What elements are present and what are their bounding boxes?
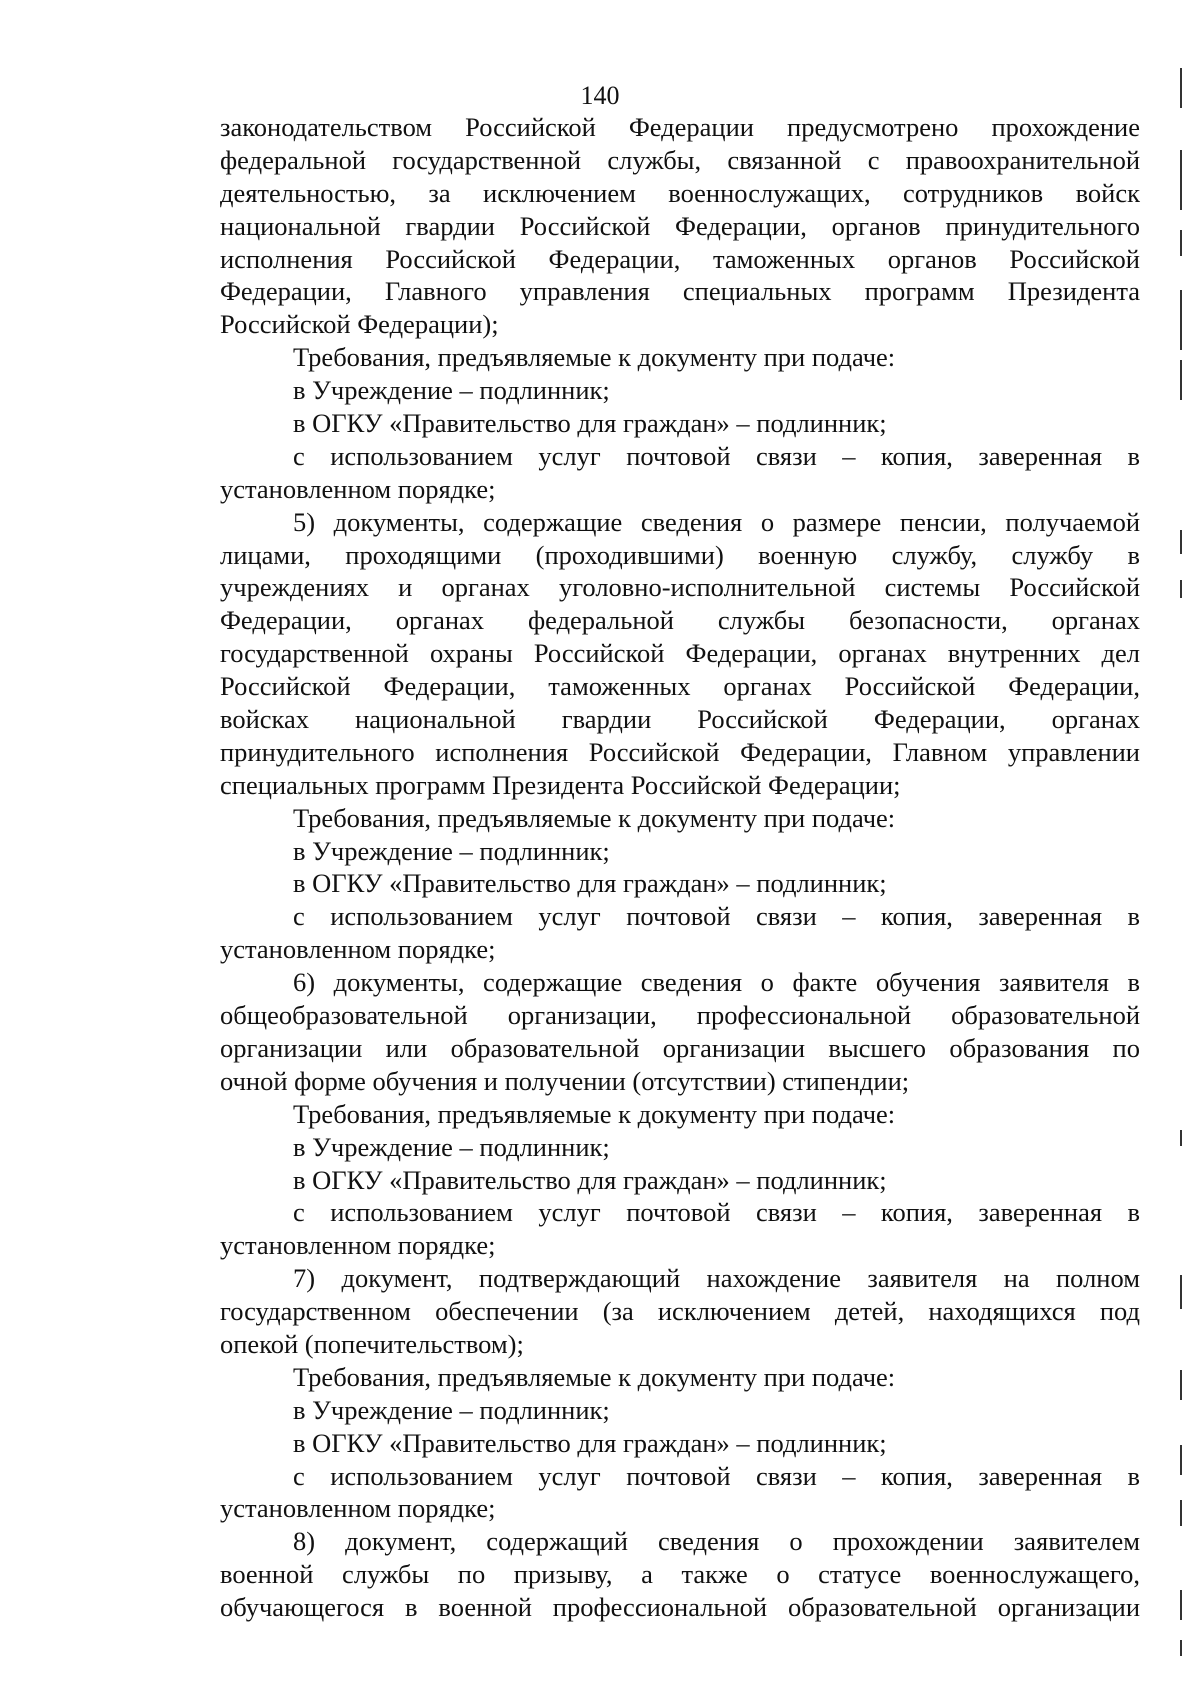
- text-line: учреждениях и органах уголовно-исполнительной системы Российской: [220, 572, 1140, 603]
- text-line: очной форме обучения и получении (отсутствии) стипендии;: [220, 1065, 910, 1096]
- text-line: с использованием услуг почтовой связи – копия, заверенная в: [293, 901, 1140, 932]
- text-line: деятельностью, за исключением военнослужащих, сотрудников войск: [220, 177, 1140, 208]
- text-line: установленном порядке;: [220, 473, 496, 504]
- page-number: 140: [580, 81, 620, 110]
- text-line: в ОГКУ «Правительство для граждан» – подлинник;: [293, 1427, 887, 1458]
- text-line: 5) документы, содержащие сведения о размере пенсии, получаемой: [293, 506, 1140, 537]
- text-line: Требования, предъявляемые к документу при подаче:: [293, 342, 896, 373]
- text-line: военной службы по призыву, а также о статусе военнослужащего,: [220, 1559, 1140, 1590]
- text-line: исполнения Российской Федерации, таможенных органов Российской: [220, 243, 1140, 274]
- text-line: Требования, предъявляемые к документу при подаче:: [293, 1098, 896, 1129]
- text-line: опекой (попечительством);: [220, 1328, 524, 1359]
- text-line: 7) документ, подтверждающий нахождение заявителя на полном: [293, 1263, 1140, 1294]
- text-line: федеральной государственной службы, связанной с правоохранительной: [220, 144, 1140, 175]
- text-line: обучающегося в военной профессиональной образовательной организации: [220, 1592, 1140, 1623]
- text-line: принудительного исполнения Российской Федерации, Главном управлении: [220, 736, 1140, 767]
- text-line: организации или образовательной организации высшего образования по: [220, 1032, 1140, 1063]
- text-line: Федерации, органах федеральной службы безопасности, органах: [220, 605, 1140, 636]
- text-line: в ОГКУ «Правительство для граждан» – подлинник;: [293, 868, 887, 899]
- text-line: законодательством Российской Федерации предусмотрено прохождение: [220, 112, 1140, 142]
- text-line: Требования, предъявляемые к документу при подаче:: [293, 802, 896, 833]
- text-line: в ОГКУ «Правительство для граждан» – подлинник;: [293, 408, 887, 439]
- text-line: установленном порядке;: [220, 1230, 496, 1261]
- text-line: государственной охраны Российской Федерации, органах внутренних дел: [220, 638, 1140, 669]
- text-line: в ОГКУ «Правительство для граждан» – подлинник;: [293, 1164, 887, 1195]
- text-line: в Учреждение – подлинник;: [293, 1394, 610, 1425]
- text-line: в Учреждение – подлинник;: [293, 1131, 610, 1162]
- text-line: государственном обеспечении (за исключением детей, находящихся под: [220, 1296, 1140, 1327]
- text-line: установленном порядке;: [220, 1493, 496, 1524]
- text-line: с использованием услуг почтовой связи – копия, заверенная в: [293, 1460, 1140, 1491]
- text-line: установленном порядке;: [220, 934, 496, 965]
- text-line: Российской Федерации, таможенных органах Российской Федерации,: [220, 671, 1140, 702]
- text-line: национальной гвардии Российской Федерации, органов принудительного: [220, 210, 1140, 241]
- text-line: общеобразовательной организации, профессиональной образовательной: [220, 1000, 1140, 1031]
- scan-edge-marks: [1180, 60, 1186, 1680]
- text-line: войсках национальной гвардии Российской Федерации, органах: [220, 704, 1140, 735]
- text-line: 8) документ, содержащий сведения о прохождении заявителем: [293, 1526, 1140, 1557]
- text-line: 6) документы, содержащие сведения о факте обучения заявителя в: [293, 967, 1140, 998]
- text-line: специальных программ Президента Российской Федерации;: [220, 769, 901, 800]
- text-line: Федерации, Главного управления специальных программ Президента: [220, 276, 1140, 307]
- text-line: с использованием услуг почтовой связи – копия, заверенная в: [293, 1197, 1140, 1228]
- document-body: [220, 111, 1140, 1624]
- text-line: с использованием услуг почтовой связи – копия, заверенная в: [293, 440, 1140, 471]
- text-line: в Учреждение – подлинник;: [293, 375, 610, 406]
- text-line: Требования, предъявляемые к документу при подаче:: [293, 1361, 896, 1392]
- text-line: в Учреждение – подлинник;: [293, 835, 610, 866]
- text-line: Российской Федерации);: [220, 309, 499, 340]
- text-line: лицами, проходящими (проходившими) военную службу, службу в: [220, 539, 1140, 570]
